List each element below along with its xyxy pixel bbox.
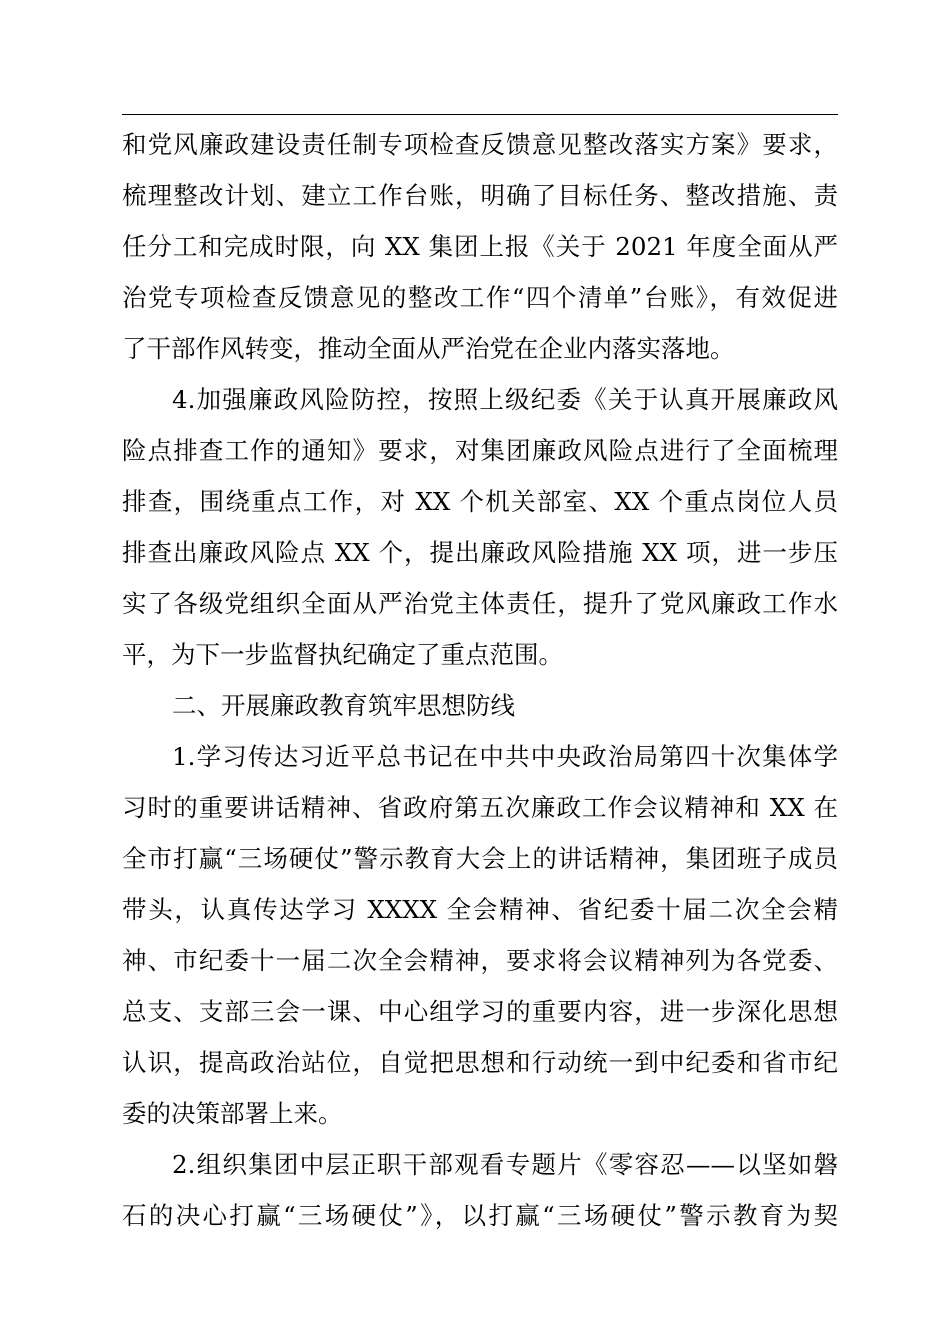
text-line (122, 578, 838, 629)
line-text: 2.组织集团中层正职干部观看专题片《零容忍——以坚如磐 (172, 1150, 838, 1179)
text-line (122, 119, 838, 170)
text-line (122, 629, 838, 680)
section-heading-education (122, 680, 838, 731)
line-text: 实了各级党组织全面从严治党主体责任，提升了党风廉政工作水 (122, 589, 838, 618)
text-line (122, 221, 838, 272)
line-text: 全市打赢“三场硬仗”警示教育大会上的讲话精神，集团班子成员 (122, 844, 838, 873)
line-text: 治党专项检查反馈意见的整改工作“四个清单”台账》，有效促进 (122, 283, 838, 312)
text-line (122, 476, 838, 527)
line-text: 认识，提高政治站位，自觉把思想和行动统一到中纪委和省市纪 (122, 1048, 838, 1077)
text-line (122, 884, 838, 935)
text-line (122, 1139, 838, 1190)
line-text: 排查出廉政风险点 XX 个，提出廉政风险措施 XX 项，进一步压 (122, 538, 838, 567)
line-text: 任分工和完成时限，向 XX 集团上报《关于 2021 年度全面从严 (122, 232, 838, 261)
text-line (122, 1088, 838, 1139)
text-line (122, 731, 838, 782)
text-line (122, 782, 838, 833)
text-line (122, 527, 838, 578)
paragraph-documentary (122, 1139, 838, 1241)
heading-text: 二、开展廉政教育筑牢思想防线 (172, 691, 515, 720)
line-text: 带头，认真传达学习 XXXX 全会精神、省纪委十届二次全会精 (122, 895, 838, 924)
heading-line (122, 680, 838, 731)
line-text: 险点排查工作的通知》要求，对集团廉政风险点进行了全面梳理 (122, 436, 838, 465)
text-line (122, 374, 838, 425)
text-line (122, 170, 838, 221)
text-line (122, 1190, 838, 1241)
line-text: 神、市纪委十一届二次全会精神，要求将会议精神列为各党委、 (122, 946, 838, 975)
paragraph-rectification-plan (122, 119, 838, 374)
line-text: 梳理整改计划、建立工作台账，明确了目标任务、整改措施、责 (122, 181, 838, 210)
line-text: 和党风廉政建设责任制专项检查反馈意见整改落实方案》要求， (122, 130, 838, 159)
line-text: 排查，围绕重点工作，对 XX 个机关部室、XX 个重点岗位人员 (122, 487, 838, 516)
paragraph-risk-control (122, 374, 838, 680)
line-text: 委的决策部署上来。 (122, 1099, 343, 1128)
line-text: 总支、支部三会一课、中心组学习的重要内容，进一步深化思想 (122, 997, 838, 1026)
text-line (122, 833, 838, 884)
text-line (122, 1037, 838, 1088)
line-text: 平，为下一步监督执纪确定了重点范围。 (122, 640, 563, 669)
text-line (122, 323, 838, 374)
document-body (122, 119, 838, 1241)
line-text: 石的决心打赢“三场硬仗”》，以打赢“三场硬仗”警示教育为契 (122, 1201, 838, 1230)
paragraph-study-spirit (122, 731, 838, 1139)
text-line (122, 935, 838, 986)
header-rule (122, 114, 838, 115)
line-text: 4.加强廉政风险防控，按照上级纪委《关于认真开展廉政风 (172, 385, 838, 414)
text-line (122, 272, 838, 323)
line-text: 习时的重要讲话精神、省政府第五次廉政工作会议精神和 XX 在 (122, 793, 838, 822)
text-line (122, 986, 838, 1037)
line-text: 1.学习传达习近平总书记在中共中央政治局第四十次集体学 (172, 742, 838, 771)
line-text: 了干部作风转变，推动全面从严治党在企业内落实落地。 (122, 334, 735, 363)
text-line (122, 425, 838, 476)
